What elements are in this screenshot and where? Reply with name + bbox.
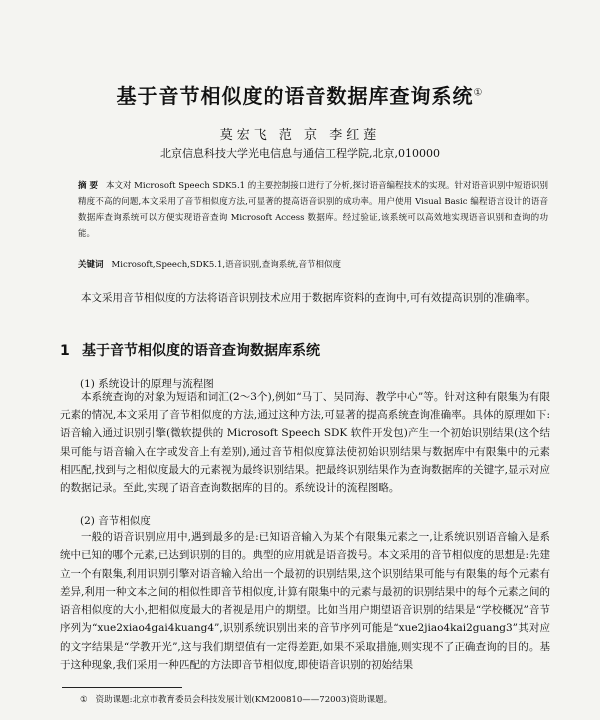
subsection-2-body: 一般的语音识别应用中,遇到最多的是:已知语音输入为某个有限集元素之一,让系统识别语音输入是系统中已知的哪个元素,已达到识别的目的。典型的应用就是语音拨号。本文采用的音节相似度的思想是:先建立一个有限集,利用识别引擎对语音输入给出一个最初的识别结果,这个识别结果可能与有限集的每个元素有差异,利用一种文本之间的相似性即音节相似度,计算有限集中的元素与最初的识别结果中的每个元素之间的语音相似度的大小,把相似度最大的者视是用户的期望。比如当用户期望语音识别的结果是“学校概况”音节序列为“xue2xiao4gai4kuang4”,识别系统识别出来的音节序列可能是“xue2jiao4kai2guang3”其对应的文字结果是“学教开光”,这与我们期望值有一定得差距,如果不采取措施,则实现不了正确查询的目的。基于这种现象,我们采用一种匹配的方法即音节相似度,即使语音识别的初始结果	[60, 531, 550, 672]
section-1-heading	[60, 340, 550, 360]
subsection-2-heading: (2) 音节相似度	[80, 515, 151, 527]
keywords-text: Microsoft,Speech,SDK5.1,语音识别,查询系统,音节相似度	[111, 260, 341, 270]
section-1-title: 基于音节相似度的语音查询数据库系统	[82, 343, 320, 359]
keywords	[78, 258, 548, 272]
abstract-label: 摘 要	[78, 181, 98, 191]
abstract	[78, 178, 548, 242]
footnote-text: 资助课题:北京市教育委员会科技发展计划(KM200810——72003)资助课题。	[95, 695, 393, 705]
author-list: 莫宏飞 范 京 李红莲	[219, 128, 381, 143]
title-footnote-mark: ①	[473, 87, 484, 99]
abstract-text: 本文对 Microsoft Speech SDK5.1 的主要控制接口进行了分析,探讨语音编程技术的实现。针对语音识别中短语识别精度不高的问题,本文采用了音节相似度方法,可显著的提高语音识别的成功率。用户使用 Visual Basic 编程语言设计的语音数据库查询系统可以方便实现语音查询 Microsoft Access 数据库。经过验证,该系统可以高效地实现语音识别和查询的功能。	[78, 181, 548, 239]
keywords-label: 关键词	[78, 260, 104, 270]
footnote-mark: ①	[80, 695, 88, 705]
section-1-number: 1	[60, 343, 70, 359]
affiliation: 北京信息科技大学光电信息与通信工程学院,北京,010000	[160, 147, 440, 160]
paper-title	[40, 80, 560, 109]
footnote-rule	[62, 687, 182, 688]
footnote	[80, 693, 550, 707]
subsection-1-heading: (1) 系统设计的原理与流程图	[80, 378, 214, 390]
subsection-1-body: 本系统查询的对象为短语和词汇(2～3个),例如“马丁、吴同海、教学中心”等。针对这种有限集为有限元素的情况,本文采用了音节相似度的方法,通过这种方法,可显著的提高系统查询准确率。具体的原理如下:语音输入通过识别引擎(微软提供的 Microsoft Speech SDK 软件开发包)产生一个初始识别结果(这个结果可能与语音输入在字或发音上有差别),通过音节相似度算法使初始识别结果与数据库中有限集中的元素相匹配,找到与之相似度最大的元素视为最终识别结果。把最终识别结果作为查询数据库的关键字,显示对应的数据记录。至此,实现了语音查询数据库的目的。系统设计的流程图略。	[60, 391, 550, 495]
intro-paragraph: 本文采用音节相似度的方法将语音识别技术应用于数据库资料的查询中,可有效提高识别的准确率。	[81, 292, 536, 304]
paper-title-text: 基于音节相似度的语音数据库查询系统	[116, 84, 474, 108]
